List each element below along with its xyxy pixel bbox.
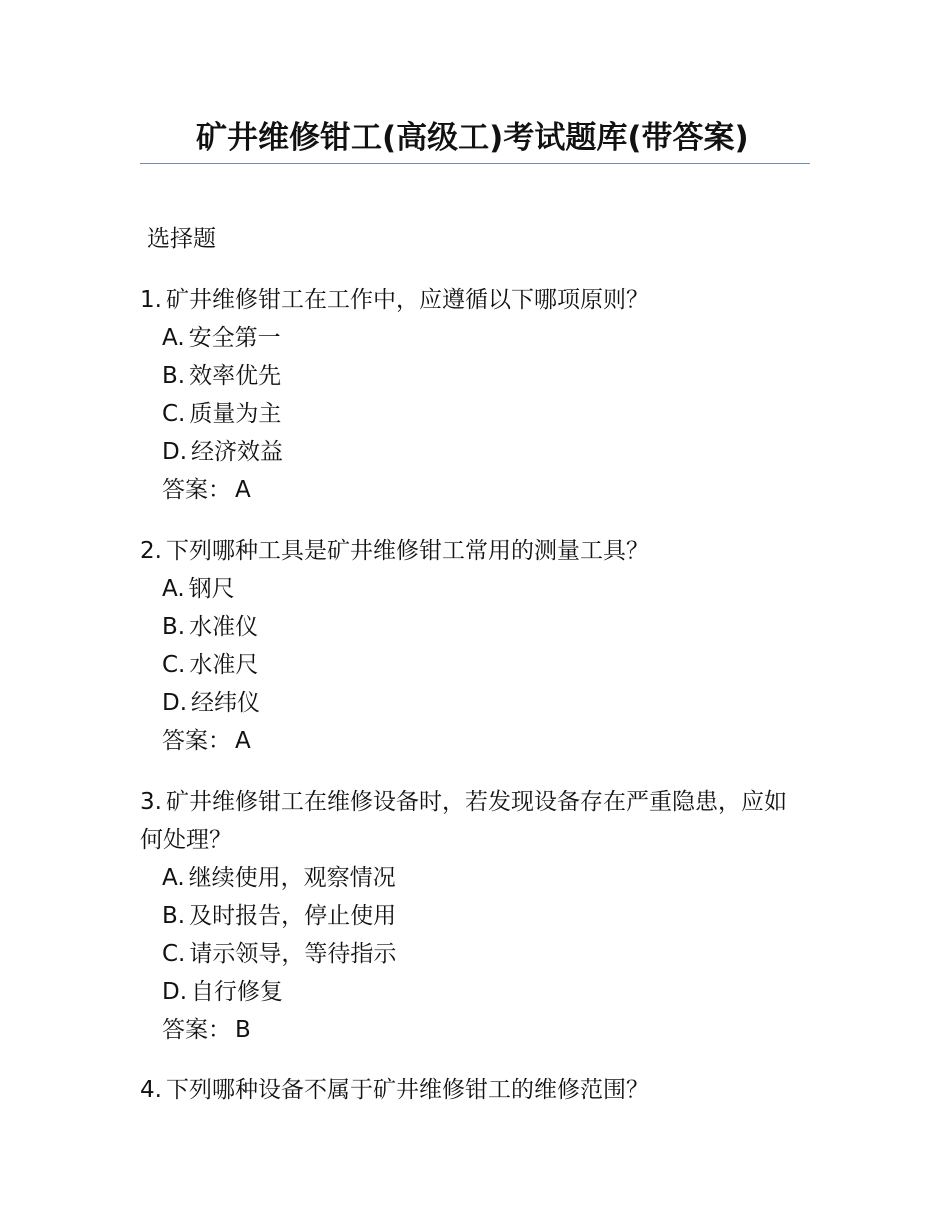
question-text [140,1071,800,1109]
answer-label: 答案： [162,477,231,503]
question-number: 2. [140,538,162,564]
option-text: 及时报告，停止使用 [189,903,397,929]
question-stem: 矿井维修钳工在维修设备时，若发现设备存在严重隐患，应如何处理？ [140,789,787,853]
option-letter: B. [162,614,186,640]
answer-label: 答案： [162,728,231,754]
option-letter: D. [162,979,188,1005]
section-heading: 选择题 [147,226,216,252]
question-text [140,281,800,319]
question-number: 1. [140,287,162,313]
option-letter: B. [162,903,186,929]
question-stem: 下列哪种设备不属于矿井维修钳工的维修范围？ [165,1077,649,1103]
option-text: 经纬仪 [191,690,261,716]
question-stem: 矿井维修钳工在工作中，应遵循以下哪项原则？ [165,287,649,313]
option-text: 水准尺 [189,652,259,678]
option-letter: C. [162,401,186,427]
document-title: 矿井维修钳工(高级工)考试题库(带答案) [196,120,749,156]
option-text: 水准仪 [189,614,259,640]
question-4 [140,1071,800,1109]
title-underline [140,163,810,164]
answer-value: B [235,1017,251,1043]
option-letter: C. [162,941,186,967]
option-text: 自行修复 [191,979,284,1005]
answer-line [162,1011,800,1049]
option-text: 请示领导，等待指示 [189,941,397,967]
option-b [162,608,800,646]
option-b [162,357,800,395]
question-2 [140,532,800,760]
option-text: 继续使用，观察情况 [188,865,396,891]
question-number: 3. [140,789,162,815]
answer-label: 答案： [162,1017,231,1043]
option-letter: D. [162,439,188,465]
option-letter: A. [162,325,185,351]
option-text: 质量为主 [189,401,282,427]
question-text [140,532,800,570]
question-1 [140,281,800,509]
answer-line [162,722,800,760]
option-d [162,973,800,1011]
option-text: 效率优先 [189,363,282,389]
question-stem: 下列哪种工具是矿井维修钳工常用的测量工具？ [165,538,649,564]
option-letter: A. [162,865,185,891]
question-text [140,783,800,859]
option-b [162,897,800,935]
option-d [162,684,800,722]
option-letter: A. [162,576,185,602]
option-a [162,319,800,357]
question-number: 4. [140,1077,162,1103]
option-letter: B. [162,363,186,389]
option-c [162,935,800,973]
option-a [162,859,800,897]
answer-line [162,471,800,509]
option-c [162,646,800,684]
option-letter: C. [162,652,186,678]
option-text: 安全第一 [188,325,281,351]
answer-value: A [235,728,251,754]
option-a [162,570,800,608]
option-text: 经济效益 [191,439,284,465]
option-letter: D. [162,690,188,716]
option-d [162,433,800,471]
answer-value: A [235,477,251,503]
question-3 [140,783,800,1049]
option-c [162,395,800,433]
option-text: 钢尺 [188,576,235,602]
